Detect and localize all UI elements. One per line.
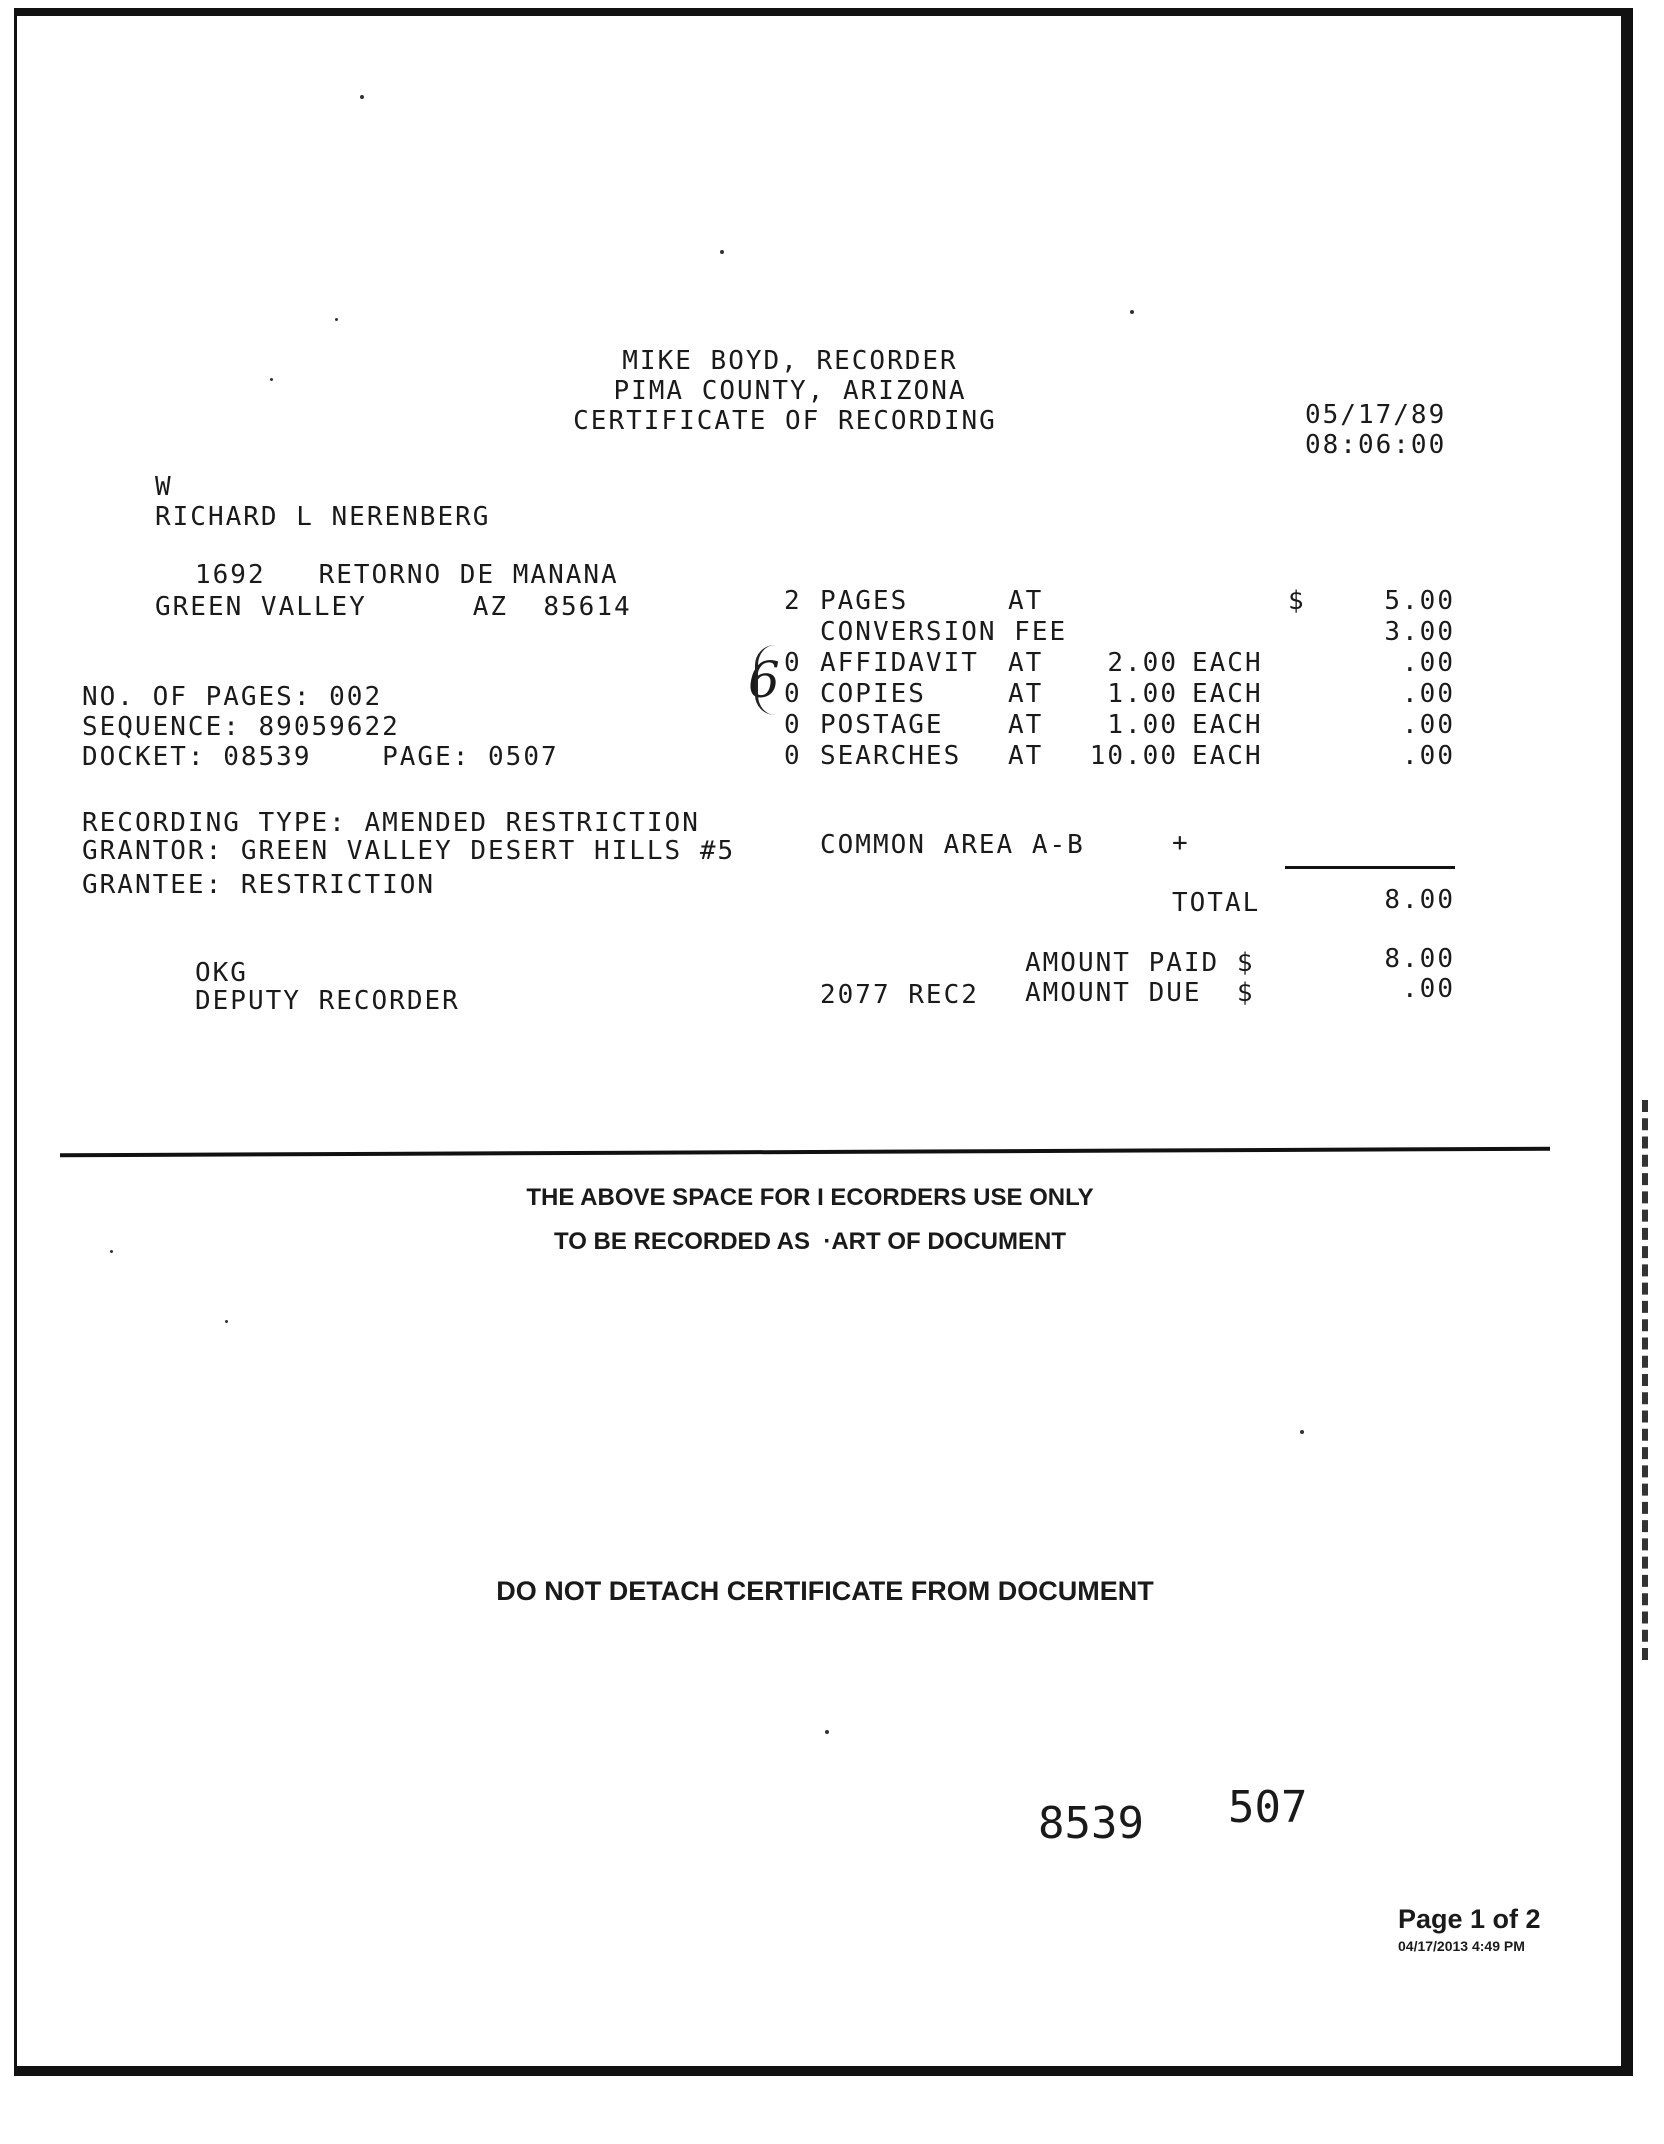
fee-row (760, 679, 1480, 709)
print-timestamp: 04/17/2013 4:49 PM (1398, 1938, 1525, 1954)
number-of-pages: NO. OF PAGES: 002 (82, 682, 383, 712)
scan-speck (720, 250, 724, 254)
handwritten-bracket (755, 645, 780, 715)
scan-speck (225, 1320, 228, 1323)
fee-at: AT (1008, 710, 1044, 740)
fee-each: EACH (1192, 648, 1263, 678)
fee-each: EACH (1192, 710, 1263, 740)
sequence-number: SEQUENCE: 89059622 (82, 712, 400, 742)
fee-row (760, 710, 1480, 740)
fee-amount: 5.00 (1384, 586, 1455, 616)
fee-qty: 0 (784, 741, 802, 771)
deputy-initials: OKG (195, 958, 248, 988)
scan-speck (360, 95, 364, 99)
record-date: 05/17/89 (1305, 400, 1447, 430)
document-sheet (14, 8, 1633, 2076)
recorded-as-notice: TO BE RECORDED AS ·ART OF DOCUMENT (553, 1228, 1066, 1255)
fee-each: EACH (1192, 679, 1263, 709)
fee-rate: 1.00 (1107, 679, 1178, 709)
fee-at: AT (1008, 679, 1044, 709)
page-number-stamp: 507 (1228, 1782, 1308, 1833)
book-number-stamp: 8539 (1038, 1798, 1144, 1849)
fee-amount: .00 (1402, 710, 1455, 740)
scan-speck (110, 1250, 113, 1253)
fee-qty: 0 (784, 679, 802, 709)
scan-speck (335, 318, 338, 321)
register-code: 2077 REC2 (820, 980, 979, 1010)
addressee-street: 1692 RETORNO DE MANANA (195, 560, 619, 590)
grantor: GRANTOR: GREEN VALLEY DESERT HILLS #5 (82, 836, 736, 866)
fee-at: AT (1008, 741, 1044, 771)
fee-amount: .00 (1402, 679, 1455, 709)
total-underline (1285, 866, 1455, 869)
fee-rate: 10.00 (1089, 741, 1178, 771)
fee-item: COPIES (820, 679, 926, 709)
fee-each: EACH (1192, 741, 1263, 771)
fee-amount: 3.00 (1384, 617, 1455, 647)
grantor-extra: COMMON AREA A-B (820, 830, 1085, 860)
scan-speck (1130, 310, 1134, 314)
county-state: PIMA COUNTY, ARIZONA (613, 376, 967, 406)
amount-due-label: AMOUNT DUE $ (1025, 978, 1255, 1008)
scan-speck (1300, 1430, 1304, 1434)
fee-dollar: $ (1288, 586, 1306, 616)
addressee-code: W (155, 472, 173, 502)
amount-paid: 8.00 (1384, 944, 1455, 974)
fee-row (760, 741, 1480, 771)
amount-due: .00 (1402, 974, 1455, 1004)
page-counter: Page 1 of 2 (1398, 1904, 1541, 1934)
addressee-name: RICHARD L NERENBERG (155, 502, 491, 532)
plus-sign: + (1172, 828, 1190, 858)
grantee: GRANTEE: RESTRICTION (82, 870, 436, 900)
fee-row (760, 586, 1480, 616)
certificate-title: CERTIFICATE OF RECORDING (573, 406, 997, 436)
scan-speck (825, 1730, 829, 1734)
fee-item: PAGES (820, 586, 909, 616)
deputy-title: DEPUTY RECORDER (195, 986, 460, 1016)
fee-at: AT (1008, 586, 1044, 616)
docket-page: DOCKET: 08539 PAGE: 0507 (82, 742, 559, 772)
fee-row (760, 648, 1480, 678)
fee-qty: 0 (784, 710, 802, 740)
fee-item: CONVERSION FEE (820, 617, 1068, 647)
addressee-city: GREEN VALLEY AZ 85614 (155, 592, 632, 622)
fee-rate: 2.00 (1107, 648, 1178, 678)
amount-paid-label: AMOUNT PAID $ (1025, 948, 1255, 978)
fee-item: SEARCHES (820, 741, 962, 771)
fee-rate: 1.00 (1107, 710, 1178, 740)
scan-edge-noise (1612, 1100, 1648, 1660)
recorder-name: MIKE BOYD, RECORDER (622, 346, 958, 376)
fee-amount: .00 (1402, 741, 1455, 771)
total-amount: 8.00 (1384, 885, 1455, 915)
do-not-detach-notice: DO NOT DETACH CERTIFICATE FROM DOCUMENT (496, 1576, 1154, 1606)
handwritten-mark: 6 (748, 651, 780, 709)
fee-item: POSTAGE (820, 710, 944, 740)
fee-at: AT (1008, 648, 1044, 678)
fee-item: AFFIDAVIT (820, 648, 979, 678)
record-time: 08:06:00 (1305, 430, 1447, 460)
recorder-use-notice: THE ABOVE SPACE FOR I ECORDERS USE ONLY (526, 1184, 1094, 1211)
fee-row (760, 617, 1480, 647)
scan-speck (270, 378, 273, 381)
fee-qty: 2 (784, 586, 802, 616)
fee-qty: 0 (784, 648, 802, 678)
total-label: TOTAL (1172, 888, 1261, 918)
fee-amount: .00 (1402, 648, 1455, 678)
recording-type: RECORDING TYPE: AMENDED RESTRICTION (82, 808, 700, 838)
